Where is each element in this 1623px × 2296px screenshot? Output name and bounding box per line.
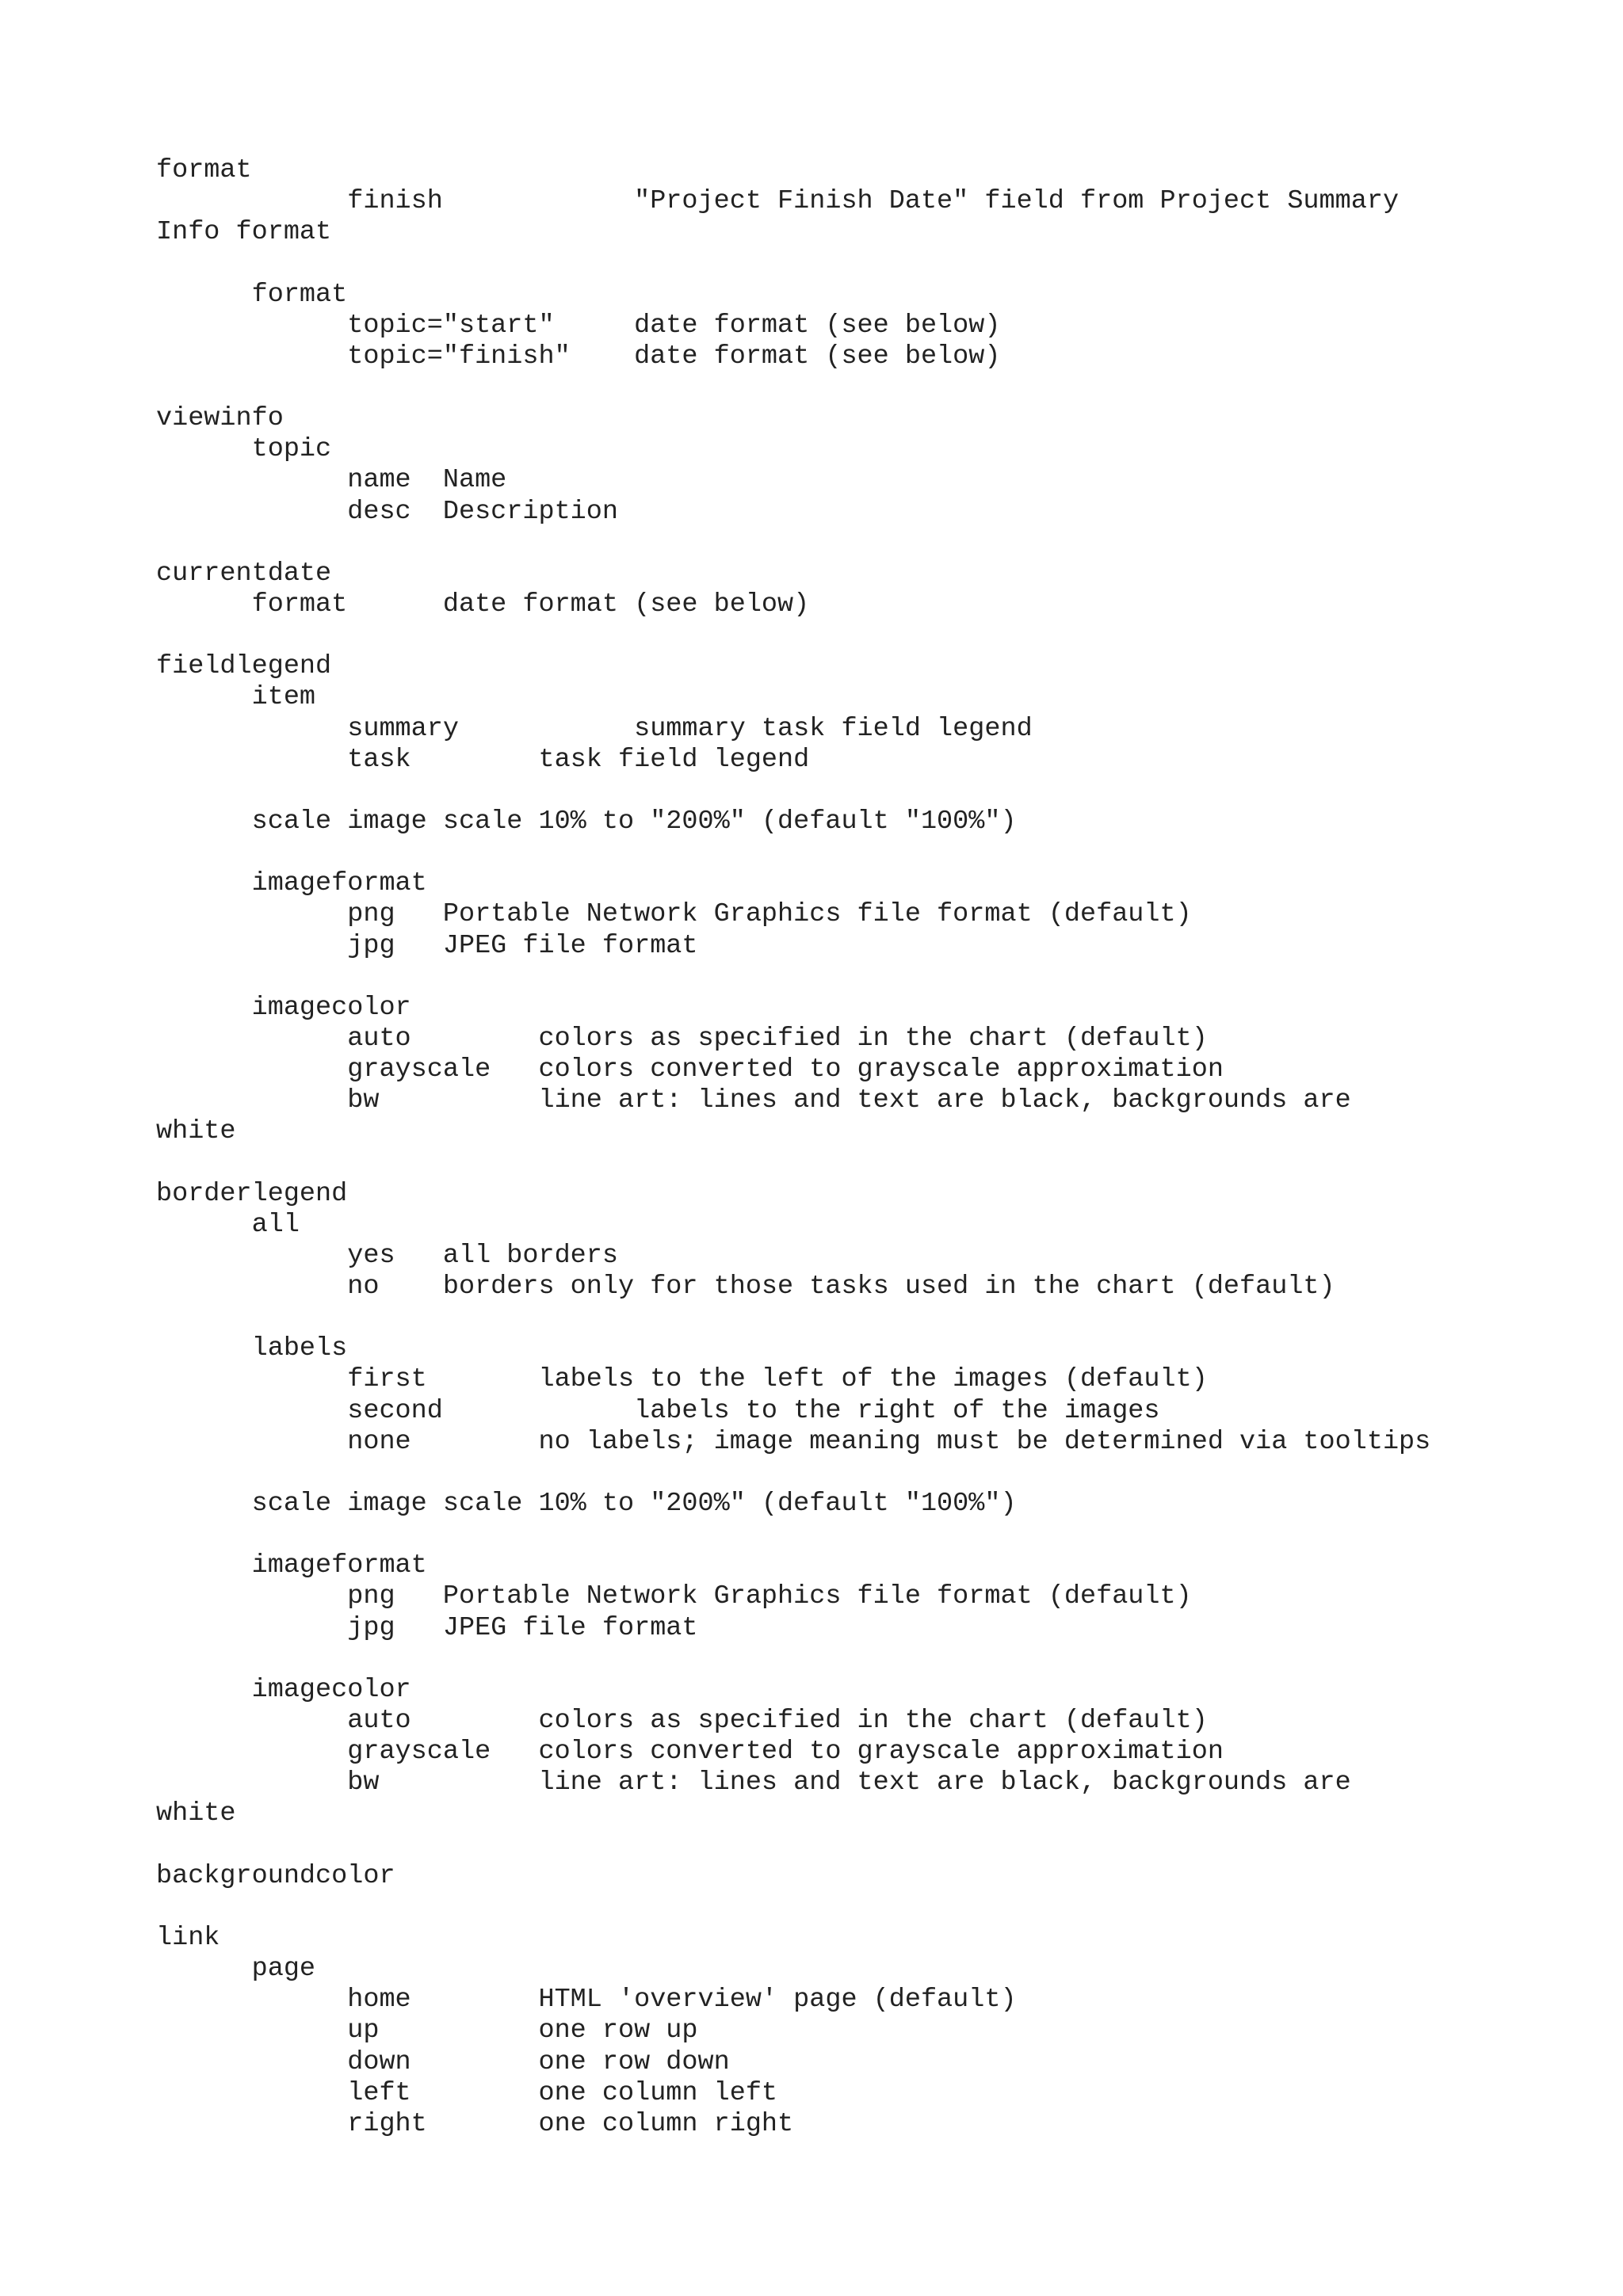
document-line: imageformat [156,868,427,899]
document-line: imagecolor [156,992,411,1023]
document-line [156,1892,1430,1923]
document-line [156,1458,1430,1489]
document-line [156,528,1430,559]
document-line [156,962,1430,993]
document-line: borderlegend [156,1178,348,1209]
document-line [156,1302,1430,1333]
document-line: auto colors as specified in the chart (default) [156,1706,1208,1737]
document-line: png Portable Network Graphics file format (default) [156,1581,1192,1612]
document-line [156,776,1430,807]
document-line: png Portable Network Graphics file format (default) [156,899,1192,930]
document-line: fieldlegend [156,651,332,682]
document-line: imagecolor [156,1674,411,1705]
document-line: topic="start" date format (see below) [156,310,1001,341]
document-line: down one row down [156,2046,730,2077]
document-line: finish "Project Finish Date" field from Project Summary [156,186,1400,217]
document-line: format date format (see below) [156,589,810,620]
document-line: yes all borders [156,1240,618,1271]
document-line: summary summary task field legend [156,713,1033,744]
document-line: auto colors as specified in the chart (default) [156,1023,1208,1054]
document-line [156,837,1430,868]
document-line: topic="finish" date format (see below) [156,341,1001,372]
document-line: link [156,1923,220,1954]
document-line [156,620,1430,651]
document-line: grayscale colors converted to grayscale approximation [156,1737,1224,1768]
document-line: currentdate [156,558,332,589]
document-line [156,1148,1430,1179]
document-line: task task field legend [156,744,810,775]
document-line: scale image scale 10% to "200%" (default "100%") [156,806,1017,837]
document-line: bw line art: lines and text are black, backgrounds are [156,1768,1351,1798]
document-line: topic [156,434,332,465]
document-line: item [156,682,316,713]
document-line: viewinfo [156,403,284,434]
document-line: grayscale colors converted to grayscale approximation [156,1055,1224,1085]
document-line: bw line art: lines and text are black, backgrounds are [156,1085,1351,1116]
document-line: right one column right [156,2108,794,2139]
document-line [156,248,1430,279]
document-line: format [156,279,348,310]
document-line: format [156,155,252,185]
document-line: desc Description [156,496,618,527]
document-text-block [156,155,1430,2140]
document-line: up one row up [156,2016,698,2046]
document-line: none no labels; image meaning must be determined via tooltips [156,1426,1431,1457]
document-line: all [156,1209,300,1240]
document-line: first labels to the left of the images (default) [156,1364,1208,1395]
document-line: page [156,1954,316,1985]
document-line: name Name [156,465,507,496]
document-line: no borders only for those tasks used in the chart (default) [156,1272,1335,1302]
document-line: labels [156,1333,348,1364]
document-line: jpg JPEG file format [156,930,698,961]
document-line [156,372,1430,403]
document-line [156,1830,1430,1861]
document-line: white [156,1798,236,1829]
document-line [156,1644,1430,1675]
document-line: imageformat [156,1550,427,1581]
document-line: jpg JPEG file format [156,1612,698,1643]
document-line: left one column left [156,2077,778,2108]
document-line: backgroundcolor [156,1860,395,1891]
document-line [156,1520,1430,1550]
document-line: Info format [156,217,332,248]
document-line: second labels to the right of the images [156,1395,1160,1426]
document-line: scale image scale 10% to "200%" (default "100%") [156,1489,1017,1520]
document-line: home HTML 'overview' page (default) [156,1985,1017,2016]
document-line: white [156,1116,236,1147]
